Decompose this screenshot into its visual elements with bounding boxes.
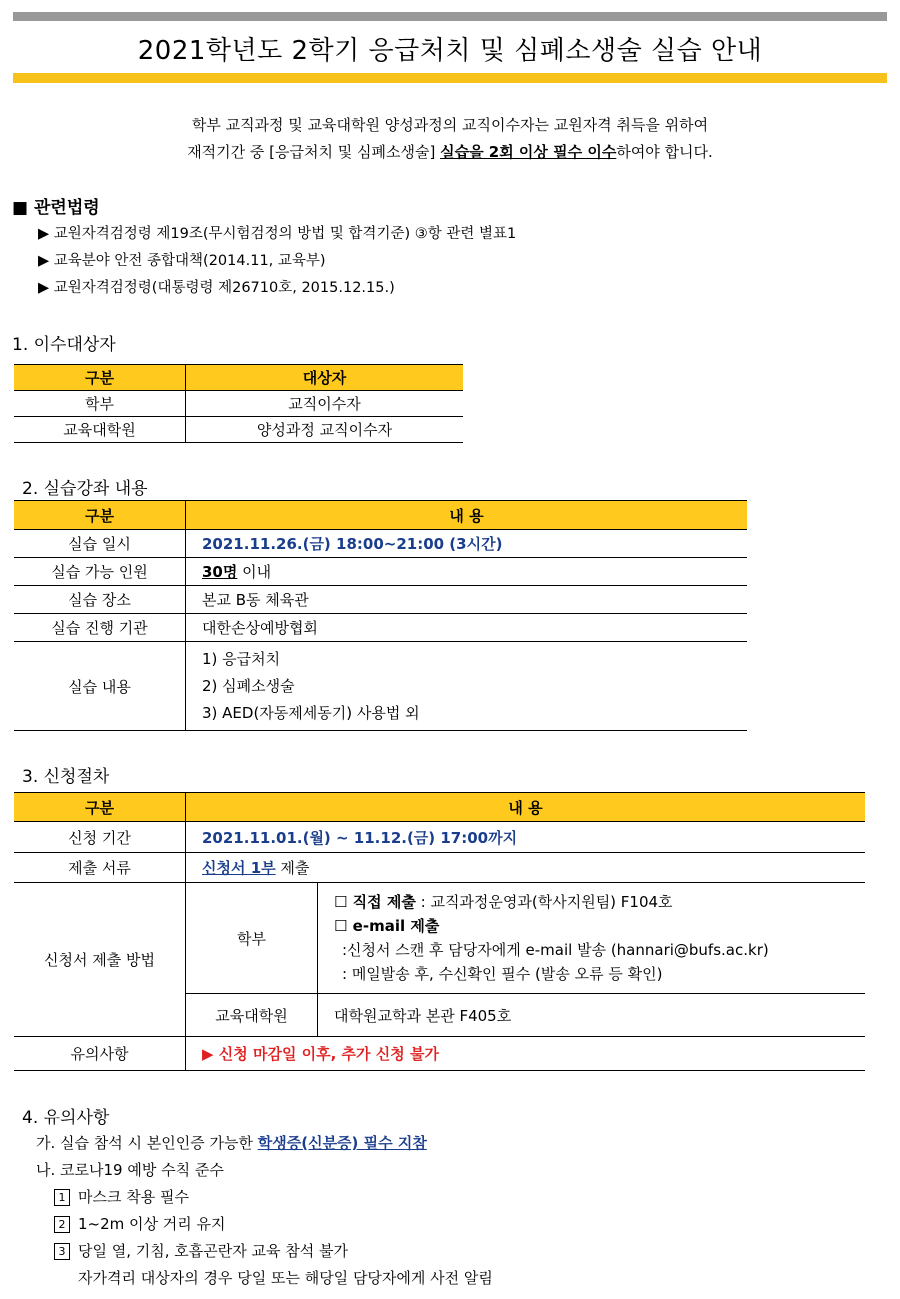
direct-label: ☐ 직접 제출 (334, 893, 416, 911)
list-item-text: 당일 열, 기침, 호흡곤란자 교육 참석 불가 (78, 1242, 348, 1260)
course-place: 본교 B동 체육관 (186, 586, 748, 614)
capacity-rest: 이내 (237, 563, 272, 581)
table-cell: 유의사항 (14, 1037, 186, 1071)
application-period: 2021.11.01.(월) ~ 11.12.(금) 17:00까지 (186, 822, 866, 853)
intro-line-1: 학부 교직과정 및 교육대학원 양성과정의 교직이수자는 교원자격 취득을 위하여 (191, 116, 709, 134)
list-item (54, 1240, 348, 1261)
table-cell: 실습 진행 기관 (14, 614, 186, 642)
table-cell: 교직이수자 (186, 391, 464, 417)
content-item: 1) 응급처치 (202, 649, 281, 668)
law-item: ▶ 교육분야 안전 종합대책(2014.11, 교육부) (38, 253, 326, 269)
table-cell: 교육대학원 (14, 417, 186, 443)
section2-heading: 2. 실습강좌 내용 (22, 479, 148, 499)
direct-submit (334, 890, 857, 914)
top-gray-bar (13, 12, 887, 21)
table-header: 구분 (14, 365, 186, 391)
direct-detail: : 교직과정운영과(학사지원팀) F104호 (415, 893, 673, 911)
table-header: 구분 (14, 501, 186, 530)
table-cell: 양성과정 교직이수자 (186, 417, 464, 443)
laws-heading: ■ 관련법령 (12, 198, 100, 218)
table-cell: 실습 가능 인원 (14, 558, 186, 586)
required-documents (186, 853, 866, 883)
email-detail: :신청서 스캔 후 담당자에게 e-mail 발송 (hannari@bufs.ac.kr) (342, 941, 769, 959)
note-a (36, 1132, 427, 1153)
table-cell: 학부 (186, 883, 318, 994)
law-item: ▶ 교원자격검정령(대통령령 제26710호, 2015.12.15.) (38, 280, 395, 296)
list-item (54, 1213, 226, 1234)
intro-line-2 (0, 139, 900, 166)
course-contents (186, 642, 748, 731)
intro-text: 재적기간 중 [응급처치 및 심폐소생술] (187, 143, 441, 161)
course-date: 2021.11.26.(금) 18:00~21:00 (3시간) (186, 530, 748, 558)
list-item-text: 1~2m 이상 거리 유지 (78, 1215, 226, 1233)
page-title: 2021학년도 2학기 응급처치 및 심폐소생술 실습 안내 (137, 36, 763, 66)
table-cell: 제출 서류 (14, 853, 186, 883)
section1-heading: 1. 이수대상자 (12, 335, 116, 355)
law-item: ▶ 교원자격검정령 제19조(무시험검정의 방법 및 합격기준) ③항 관련 별표1 (38, 226, 517, 242)
email-detail: : 메일발송 후, 수신확인 필수 (발송 오류 등 확인) (342, 965, 663, 983)
content-item: 3) AED(자동제세동기) 사용법 외 (202, 703, 420, 722)
section4-heading: 4. 유의사항 (22, 1108, 110, 1128)
note-b: 나. 코로나19 예방 수칙 준수 (36, 1161, 224, 1179)
caution-text: ▶ 신청 마감일 이후, 추가 신청 불가 (186, 1037, 866, 1071)
note-a-emphasis: 학생증(신분증) 필수 지참 (257, 1134, 427, 1152)
intro-text-end: 하여야 합니다. (616, 143, 713, 161)
undergrad-method (318, 883, 866, 994)
table-cell: 신청 기간 (14, 822, 186, 853)
list-item-continuation: 자가격리 대상자의 경우 당일 또는 해당일 담당자에게 사전 알림 (78, 1269, 493, 1287)
capacity-number: 30명 (202, 563, 238, 581)
table-cell: 실습 내용 (14, 642, 186, 731)
content-item: 2) 심폐소생술 (202, 676, 295, 695)
number-box: 1 (54, 1189, 70, 1206)
list-item-text: 마스크 착용 필수 (78, 1188, 189, 1206)
table-cell: 실습 장소 (14, 586, 186, 614)
document-rest: 제출 (275, 859, 310, 877)
course-table (14, 500, 747, 731)
table-header: 내 용 (186, 793, 866, 822)
course-organizer: 대한손상예방협회 (186, 614, 748, 642)
table-header: 대상자 (186, 365, 464, 391)
table-cell: 신청서 제출 방법 (14, 883, 186, 1037)
application-table (14, 792, 865, 1071)
table-cell: 학부 (14, 391, 186, 417)
number-box: 2 (54, 1216, 70, 1233)
intro-emphasis: 실습을 2회 이상 필수 이수 (440, 143, 617, 161)
table-cell: 교육대학원 (186, 994, 318, 1037)
number-box: 3 (54, 1243, 70, 1260)
document-name: 신청서 1부 (202, 859, 276, 877)
list-item (54, 1186, 189, 1207)
table-header: 구분 (14, 793, 186, 822)
note-a-text: 가. 실습 참석 시 본인인증 가능한 (36, 1134, 258, 1152)
grad-method: 대학원교학과 본관 F405호 (318, 994, 866, 1037)
email-label: ☐ e-mail 제출 (334, 917, 440, 935)
table-cell: 실습 일시 (14, 530, 186, 558)
target-table (14, 364, 463, 443)
course-capacity (186, 558, 748, 586)
section3-heading: 3. 신청절차 (22, 767, 110, 787)
table-header: 내 용 (186, 501, 748, 530)
title-yellow-bar (13, 73, 887, 83)
intro-paragraph (0, 112, 900, 166)
